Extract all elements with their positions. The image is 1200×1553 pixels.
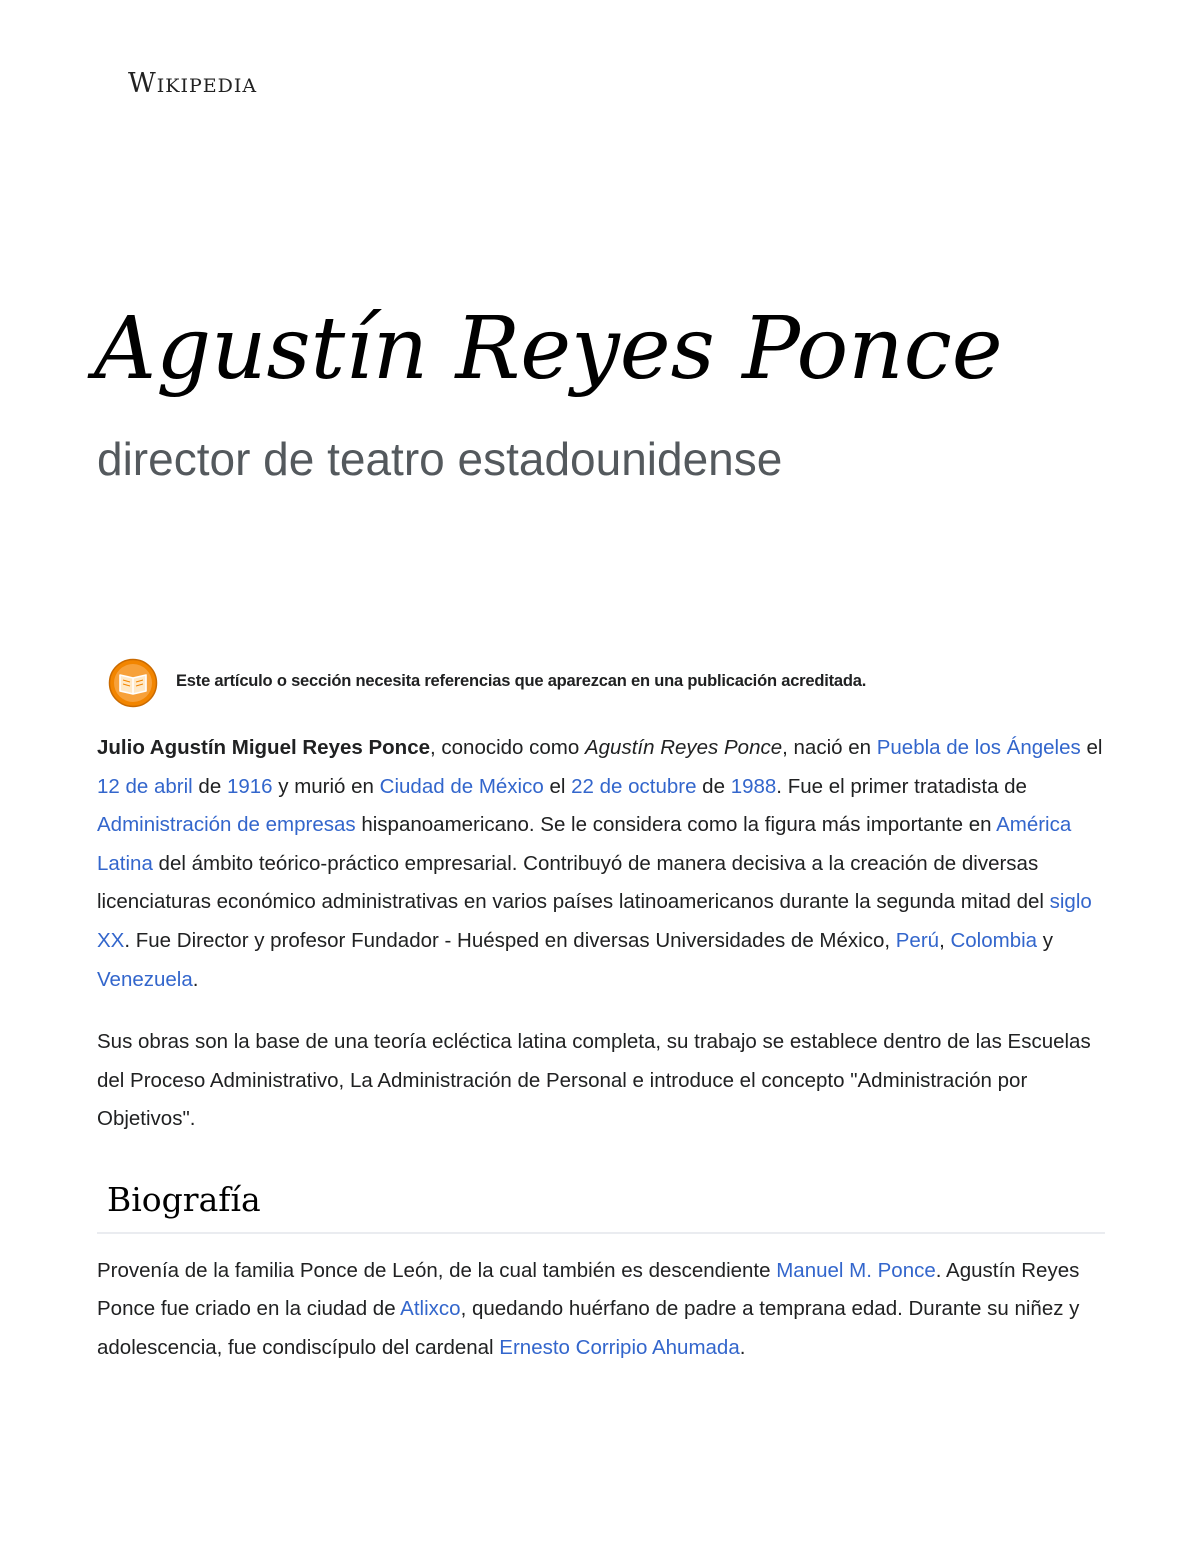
text-run: , quedando huérfano de padre a temprana edad. Durante su niñez y adolescencia, fue condiscípulo del cardenal [97, 1297, 1080, 1360]
text-run: , conocido como [430, 736, 585, 759]
page-subtitle: director de teatro estadounidense [97, 433, 783, 485]
link-ernesto-corripio[interactable]: Ernesto Corripio Ahumada [499, 1336, 740, 1360]
link-ciudad-de-mexico[interactable]: Ciudad de México [379, 774, 544, 798]
text-run: . Fue Director y profesor Fundador - Huésped en diversas Universidades de México, [124, 928, 896, 952]
text-run: , nació en [782, 736, 877, 759]
references-notice [108, 658, 1108, 710]
link-22-octubre[interactable]: 22 de octubre [571, 774, 697, 798]
link-manuel-ponce[interactable]: Manuel M. Ponce [776, 1258, 936, 1282]
wikipedia-logo[interactable]: Wikipedia [128, 68, 258, 99]
biografia-paragraph [97, 1252, 1105, 1368]
link-venezuela[interactable]: Venezuela [97, 967, 193, 991]
section-heading-biografia: Biografía [107, 1179, 261, 1219]
text-run: y [1037, 928, 1054, 952]
second-paragraph: Sus obras son la base de una teoría ecléctica latina completa, su trabajo se establece dentro de las Escuelas del Proceso Administrativo, La Administración de Personal e introduce el concepto "Administración por Objetivos". [97, 1030, 1091, 1131]
text-run: . [739, 1336, 746, 1360]
link-colombia[interactable]: Colombia [950, 928, 1038, 952]
link-1916[interactable]: 1916 [226, 774, 273, 798]
text-run: de [696, 774, 731, 798]
text-run: de [192, 774, 227, 798]
link-administracion-empresas[interactable]: Administración de empresas [97, 813, 356, 837]
text-run: . Agustín Reyes Ponce fue criado en la ciudad de [97, 1258, 1080, 1321]
text-run: el [1080, 736, 1103, 759]
link-puebla[interactable]: Puebla de los Ángeles [876, 736, 1081, 759]
text-run: . [192, 967, 199, 991]
text-run: del ámbito teórico-práctico empresarial. Contribuyó de manera decisiva a la creación de diversas licenciaturas económico administrativas en varios países latinoamericanos durante la segunda mitad del [97, 851, 1050, 914]
text-run: . Fue el primer tratadista de [776, 774, 1027, 798]
notice-text: Este artículo o sección necesita referencias que aparezcan en una publicación acreditada. [176, 672, 867, 690]
link-america-latina[interactable]: América Latina [97, 813, 1072, 875]
section-divider [97, 1232, 1105, 1234]
article-content [97, 729, 1105, 1392]
link-12-abril[interactable]: 12 de abril [97, 774, 193, 798]
link-atlixco[interactable]: Atlixco [400, 1297, 461, 1321]
link-peru[interactable]: Perú [895, 928, 940, 952]
italic-name: Agustín Reyes Ponce [584, 736, 783, 759]
text-run: , [939, 928, 951, 952]
link-1988[interactable]: 1988 [730, 774, 777, 798]
link-siglo-xx[interactable]: siglo XX [97, 890, 1092, 952]
bold-name: Julio Agustín Miguel Reyes Ponce [97, 736, 430, 759]
text-run: y murió en [272, 774, 380, 798]
text-run: el [543, 774, 572, 798]
text-run: hispanoamericano. Se le considera como la figura más importante en [355, 813, 997, 837]
page-title: Agustín Reyes Ponce [94, 299, 1003, 399]
book-icon [108, 658, 158, 708]
text-run: Provenía de la familia Ponce de León, de la cual también es descendiente [97, 1258, 777, 1282]
intro-paragraph [97, 729, 1105, 999]
